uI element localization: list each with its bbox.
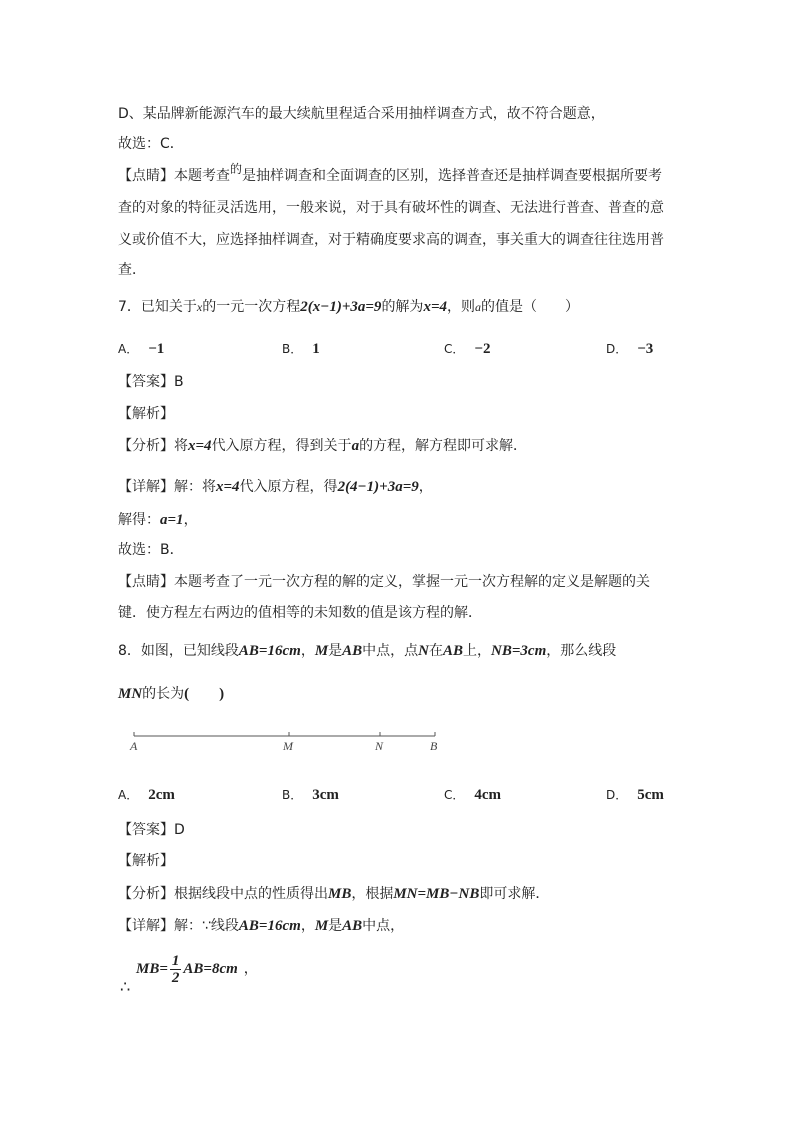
stem-math: AB	[342, 643, 363, 659]
comment-text: 本题考查	[174, 168, 230, 184]
q6-choose: 故选：C．	[118, 136, 184, 152]
q8-analysis-title: 【解析】	[118, 853, 174, 869]
q6-comment-line3: 义或价值不大，应选择抽样调查，对于精确度要求高的调查，事关重大的调查往往选用普	[118, 232, 664, 248]
stem-text: 上，	[463, 643, 492, 659]
q8-answer: 【答案】D	[118, 822, 185, 838]
q8-fenxi	[118, 884, 549, 904]
comment-text: 本题考查了一元一次方程的解的定义，掌握一元一次方程解的定义是解题的关	[174, 574, 650, 590]
q7-analysis-title: 【解析】	[118, 406, 174, 422]
fenxi-math: a	[351, 438, 360, 454]
point-label-b: B	[430, 739, 438, 753]
detail-text: ，	[300, 918, 315, 934]
stem-text: ，那么线段	[546, 643, 617, 659]
option-label: C．	[444, 788, 465, 802]
stem-text: 7．已知关于	[118, 299, 197, 315]
detail-text: 代入原方程，得	[239, 479, 338, 495]
comment-text: 是抽样调查和全面调查的区别，选择普查还是抽样调查要根据所要考	[242, 168, 663, 184]
q7-option-c	[444, 340, 490, 358]
option-label: D．	[606, 342, 628, 356]
therefore-symbol: ∴	[120, 977, 131, 996]
stem-text: ，则	[447, 299, 475, 315]
q8-stem-line2	[118, 684, 224, 704]
stem-text: 的值是（ ）	[481, 299, 579, 315]
q7-option-a	[118, 340, 164, 358]
mb-tail: ，	[243, 961, 258, 977]
q7-choose: 故选：B．	[118, 542, 184, 558]
fenxi-math: x=4	[188, 438, 212, 454]
stem-paren: ( )	[184, 686, 225, 702]
option-label: A．	[118, 788, 139, 802]
point-label-m: M	[283, 739, 293, 753]
q7-option-b	[282, 340, 320, 358]
stem-text: 的长为	[142, 686, 185, 702]
fenxi-text: 将	[174, 438, 188, 454]
q7-stem	[118, 297, 579, 317]
fenxi-equation: MN=MB−NB	[393, 886, 480, 902]
detail-text: 解：∵线段	[174, 918, 239, 934]
q6-comment	[118, 162, 663, 186]
stem-text: 8．如图，已知线段	[118, 643, 239, 659]
comment-tag: 【点睛】	[118, 574, 174, 590]
detail-tag: 【详解】	[118, 479, 174, 495]
detail-text: 解：将	[174, 479, 216, 495]
fenxi-math: MB	[328, 886, 352, 902]
q8-option-d	[606, 786, 664, 804]
q6-comment-line4: 查．	[118, 262, 146, 278]
q7-comment	[118, 572, 650, 592]
q7-option-d	[606, 340, 653, 358]
detail-equation: 2(4−1)+3a=9	[337, 479, 419, 495]
stem-math: MN	[118, 686, 143, 702]
stem-math: M	[314, 643, 329, 659]
q7-solution: x=4	[423, 299, 447, 315]
stem-text: 在	[429, 643, 444, 659]
fraction-half	[170, 953, 182, 986]
q7-detail	[118, 477, 433, 497]
detail-math: M	[314, 918, 329, 934]
var-a: a	[475, 300, 481, 314]
detail-text: 中点，	[362, 918, 405, 934]
q7-fenxi	[118, 436, 527, 456]
option-label: B．	[282, 788, 303, 802]
stem-text: 中点，点	[362, 643, 419, 659]
q6-option-d-explanation: D、某品牌新能源汽车的最大续航里程适合采用抽样调查方式，故不符合题意，	[118, 106, 605, 122]
var-x: x	[196, 300, 203, 314]
point-label-a: A	[130, 739, 138, 753]
option-label: D．	[606, 788, 628, 802]
q6-comment-line2: 查的对象的特征灵活选用，一般来说，对于具有破坏性的调查、无法进行普查、普查的意	[118, 200, 664, 216]
option-value: 2cm	[148, 787, 175, 803]
q7-comment-line2: 键．使方程左右两边的值相等的未知数的值是该方程的解．	[118, 605, 482, 621]
fenxi-text: 根据线段中点的性质得出	[174, 886, 328, 902]
fenxi-text: ，根据	[351, 886, 394, 902]
stem-math: AB=16cm	[238, 643, 301, 659]
fenxi-tag: 【分析】	[118, 886, 174, 902]
fraction-denominator: 2	[171, 969, 180, 986]
fenxi-text: 代入原方程，得到关于	[211, 438, 352, 454]
option-value: −3	[637, 341, 654, 357]
stem-text: 是	[328, 643, 343, 659]
solve-text: 解得：	[118, 512, 160, 528]
q8-mb-equation	[136, 952, 258, 986]
stem-math: NB=3cm	[491, 643, 547, 659]
detail-tag: 【详解】	[118, 918, 174, 934]
option-value: 3cm	[312, 787, 339, 803]
q7-solve	[118, 510, 198, 530]
option-value: 5cm	[637, 787, 664, 803]
stem-text: 的解为	[381, 299, 424, 315]
option-value: −2	[474, 341, 491, 357]
solve-math: a=1	[160, 512, 184, 528]
fraction-numerator: 1	[171, 952, 180, 969]
comment-superscript: 的	[230, 162, 243, 176]
fenxi-tag: 【分析】	[118, 438, 174, 454]
option-label: C．	[444, 342, 465, 356]
q7-equation: 2(x−1)+3a=9	[300, 299, 382, 315]
q8-option-c	[444, 786, 501, 804]
option-label: A．	[118, 342, 139, 356]
detail-text: 是	[328, 918, 343, 934]
fenxi-text: 即可求解．	[479, 886, 550, 902]
q8-stem	[118, 641, 616, 661]
option-value: 4cm	[474, 787, 502, 803]
fenxi-text: 的方程，解方程即可求解．	[359, 438, 528, 454]
segment-figure	[125, 726, 455, 766]
q8-option-b	[282, 786, 339, 804]
comment-tag: 【点睛】	[118, 168, 174, 184]
option-value: −1	[148, 341, 165, 357]
detail-math: x=4	[216, 479, 240, 495]
q8-option-a	[118, 786, 175, 804]
option-value: 1	[312, 341, 320, 357]
mb-lhs: MB=	[136, 961, 168, 977]
mb-rhs: AB=8cm	[183, 961, 238, 977]
detail-math: AB=16cm	[238, 918, 301, 934]
solve-text: ，	[183, 512, 198, 528]
stem-math: AB	[443, 643, 464, 659]
q8-detail	[118, 916, 404, 936]
stem-text: 的一元一次方程	[202, 299, 301, 315]
option-label: B．	[282, 342, 303, 356]
detail-text: ，	[418, 479, 433, 495]
stem-math: N	[418, 643, 430, 659]
q7-answer: 【答案】B	[118, 374, 184, 390]
stem-text: ，	[300, 643, 315, 659]
detail-math: AB	[342, 918, 363, 934]
point-label-n: N	[375, 739, 384, 753]
